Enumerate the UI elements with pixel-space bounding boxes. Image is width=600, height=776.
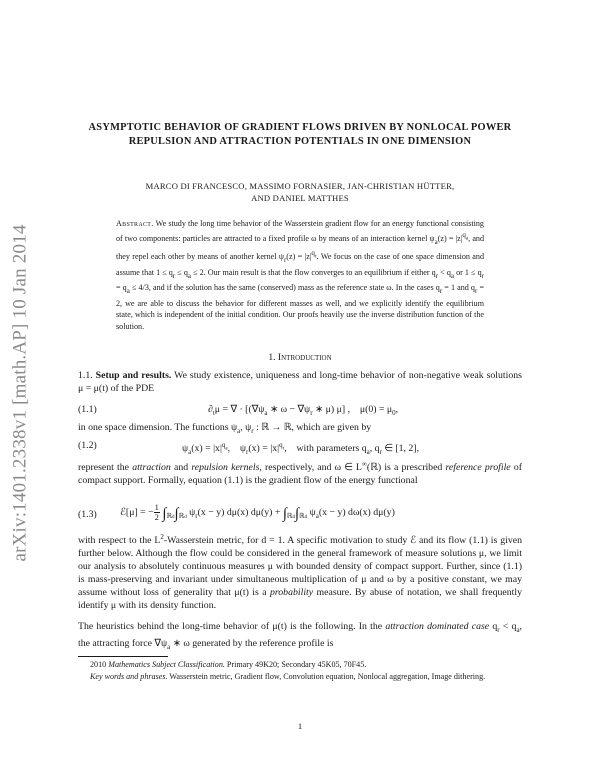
equation-1-2-expr: $\psi_a(x) = |x|^{q_a}$, $\psi_r(x) = |x|^{q_r}$, with parameters $q_a$, $q_r$ ∈ [1, 2], — [182, 441, 420, 456]
section-heading: 1. Introduction — [268, 352, 332, 363]
author-line-1: MARCO DI FRANCESCO, MASSIMO FORNASIER, JAN-CHRISTIAN HÜTTER, — [145, 181, 455, 191]
paragraph-kernels: in one space dimension. The functions $\psi_a$, $\psi_r$ : ℝ → ℝ, which are given by — [78, 422, 372, 435]
abstract-label: Abstract. — [116, 219, 154, 228]
footnote-keywords: Key words and phrases. Wasserstein metric, Gradient flow, Convolution equation, Nonlocal aggregation, Image dithering. — [90, 671, 486, 681]
paper-title: ASYMPTOTIC BEHAVIOR OF GRADIENT FLOWS DRIVEN BY NONLOCAL POWER REPULSION AND ATTRACTION POTENTIALS IN ONE DIMENSION — [88, 122, 512, 147]
subsection-title: Setup and results. — [95, 370, 172, 381]
paragraph-wasserstein: with respect to the $L^2$-Wasserstein metric, for d = 1. A specific motivation to study ℰ and its flow (1.1) is given further below. Although the flow could be considered in the general framework of measure solutions μ, we limit our analysis to absolutely continuous measures μ with bounded density of compact support. Further, since (1.1) is mass-preserving and invariant under simultaneous multiplication of μ and ω by a positive constant, we may assume without loss of generality that μ(t) is a probability measure. By abuse of notation, we shall frequently identify μ with its density function. — [78, 533, 523, 611]
paragraph-represent: represent the attraction and repulsion kernels, respectively, and ω ∈ L∞(ℝ) is a prescribed reference profile of compact support. Formally, equation (1.1) is the gradient flow of the energy functional — [78, 460, 522, 486]
arxiv-stamp: arXiv:1401.2338v1 [math.AP] 10 Jan 2014 — [10, 223, 32, 562]
author-line-2: AND DANIEL MATTHES — [251, 193, 349, 203]
page-number: 1 — [297, 721, 303, 731]
paragraph-heuristics: The heuristics behind the long-time behavior of μ(t) is the following. In the attraction dominated case $q_r < q_a$, the attracting force $\nabla\psi_a$ ∗ ω generated by the reference profile is — [78, 621, 522, 651]
footnote-msc: 2010 Mathematics Subject Classification. Primary 49K20; Secondary 45K05, 70F45. — [90, 660, 367, 669]
author-list — [80, 180, 520, 204]
footnotes — [78, 659, 522, 682]
footnote-rule — [78, 656, 168, 657]
equation-1-3-expr: ℰ[μ] = − $\frac{1}{2}$ $\int_{ℝd}\int_{ℝd}$ $\psi_r(x - y)$ dμ(x) $d\mu(y) + \int_{ℝd}\int_{ℝd}$ $\psi_a(x - y)$ dω(x) dμ(y) — [120, 502, 395, 522]
equation-1-1-expr: $\partial_t\mu$ = ∇ · [($\nabla\psi_a$ ∗ $\omega - \nabla\psi_r$ ∗ μ) μ] , $\mu(0) = \mu_0$, — [208, 404, 399, 417]
equation-1-3: (1.3) ℰ[μ] = − $\frac{1}{2}$ $\int_{ℝd}\int_{ℝd}$ $\psi_r(x - y)$ dμ(x) $d\mu(y) + \int_{ℝd}\int_{ℝd}$ $\psi_a(x - y)$ dω(x) dμ(y) — [78, 502, 395, 522]
abstract: Abstract. We study the long time behavior of the Wasserstein gradient flow for an energy functional consisting of two components: particles are attracted to a fixed profile ω by means of an interaction kernel $\psi a(z) = |z|q_a$, and they repel each other by means of another kernel $\psi r(z) = |z|q_r$. We focus on the case of one space dimension and assume that 1 ≤ qr ≤ qa ≤ 2. Our main result is that the flow converges to an equilibrium if either qr < qa or 1 ≤ qr = qa ≤ 4/3, and if the solution has the same (conserved) mass as the reference state ω. In the cases qr = 1 and qr = 2, we are able to discuss the behavior for different masses as well, and we explicitly identify the equilibrium state, which is independent of the initial condition. Our proofs heavily use the inverse distribution function of the solution. — [116, 219, 485, 331]
paragraph-setup: 1.1. Setup and results. We study existence, uniqueness and long-time behavior of non-negative weak solutions μ = μ(t) of the PDE — [78, 370, 522, 394]
